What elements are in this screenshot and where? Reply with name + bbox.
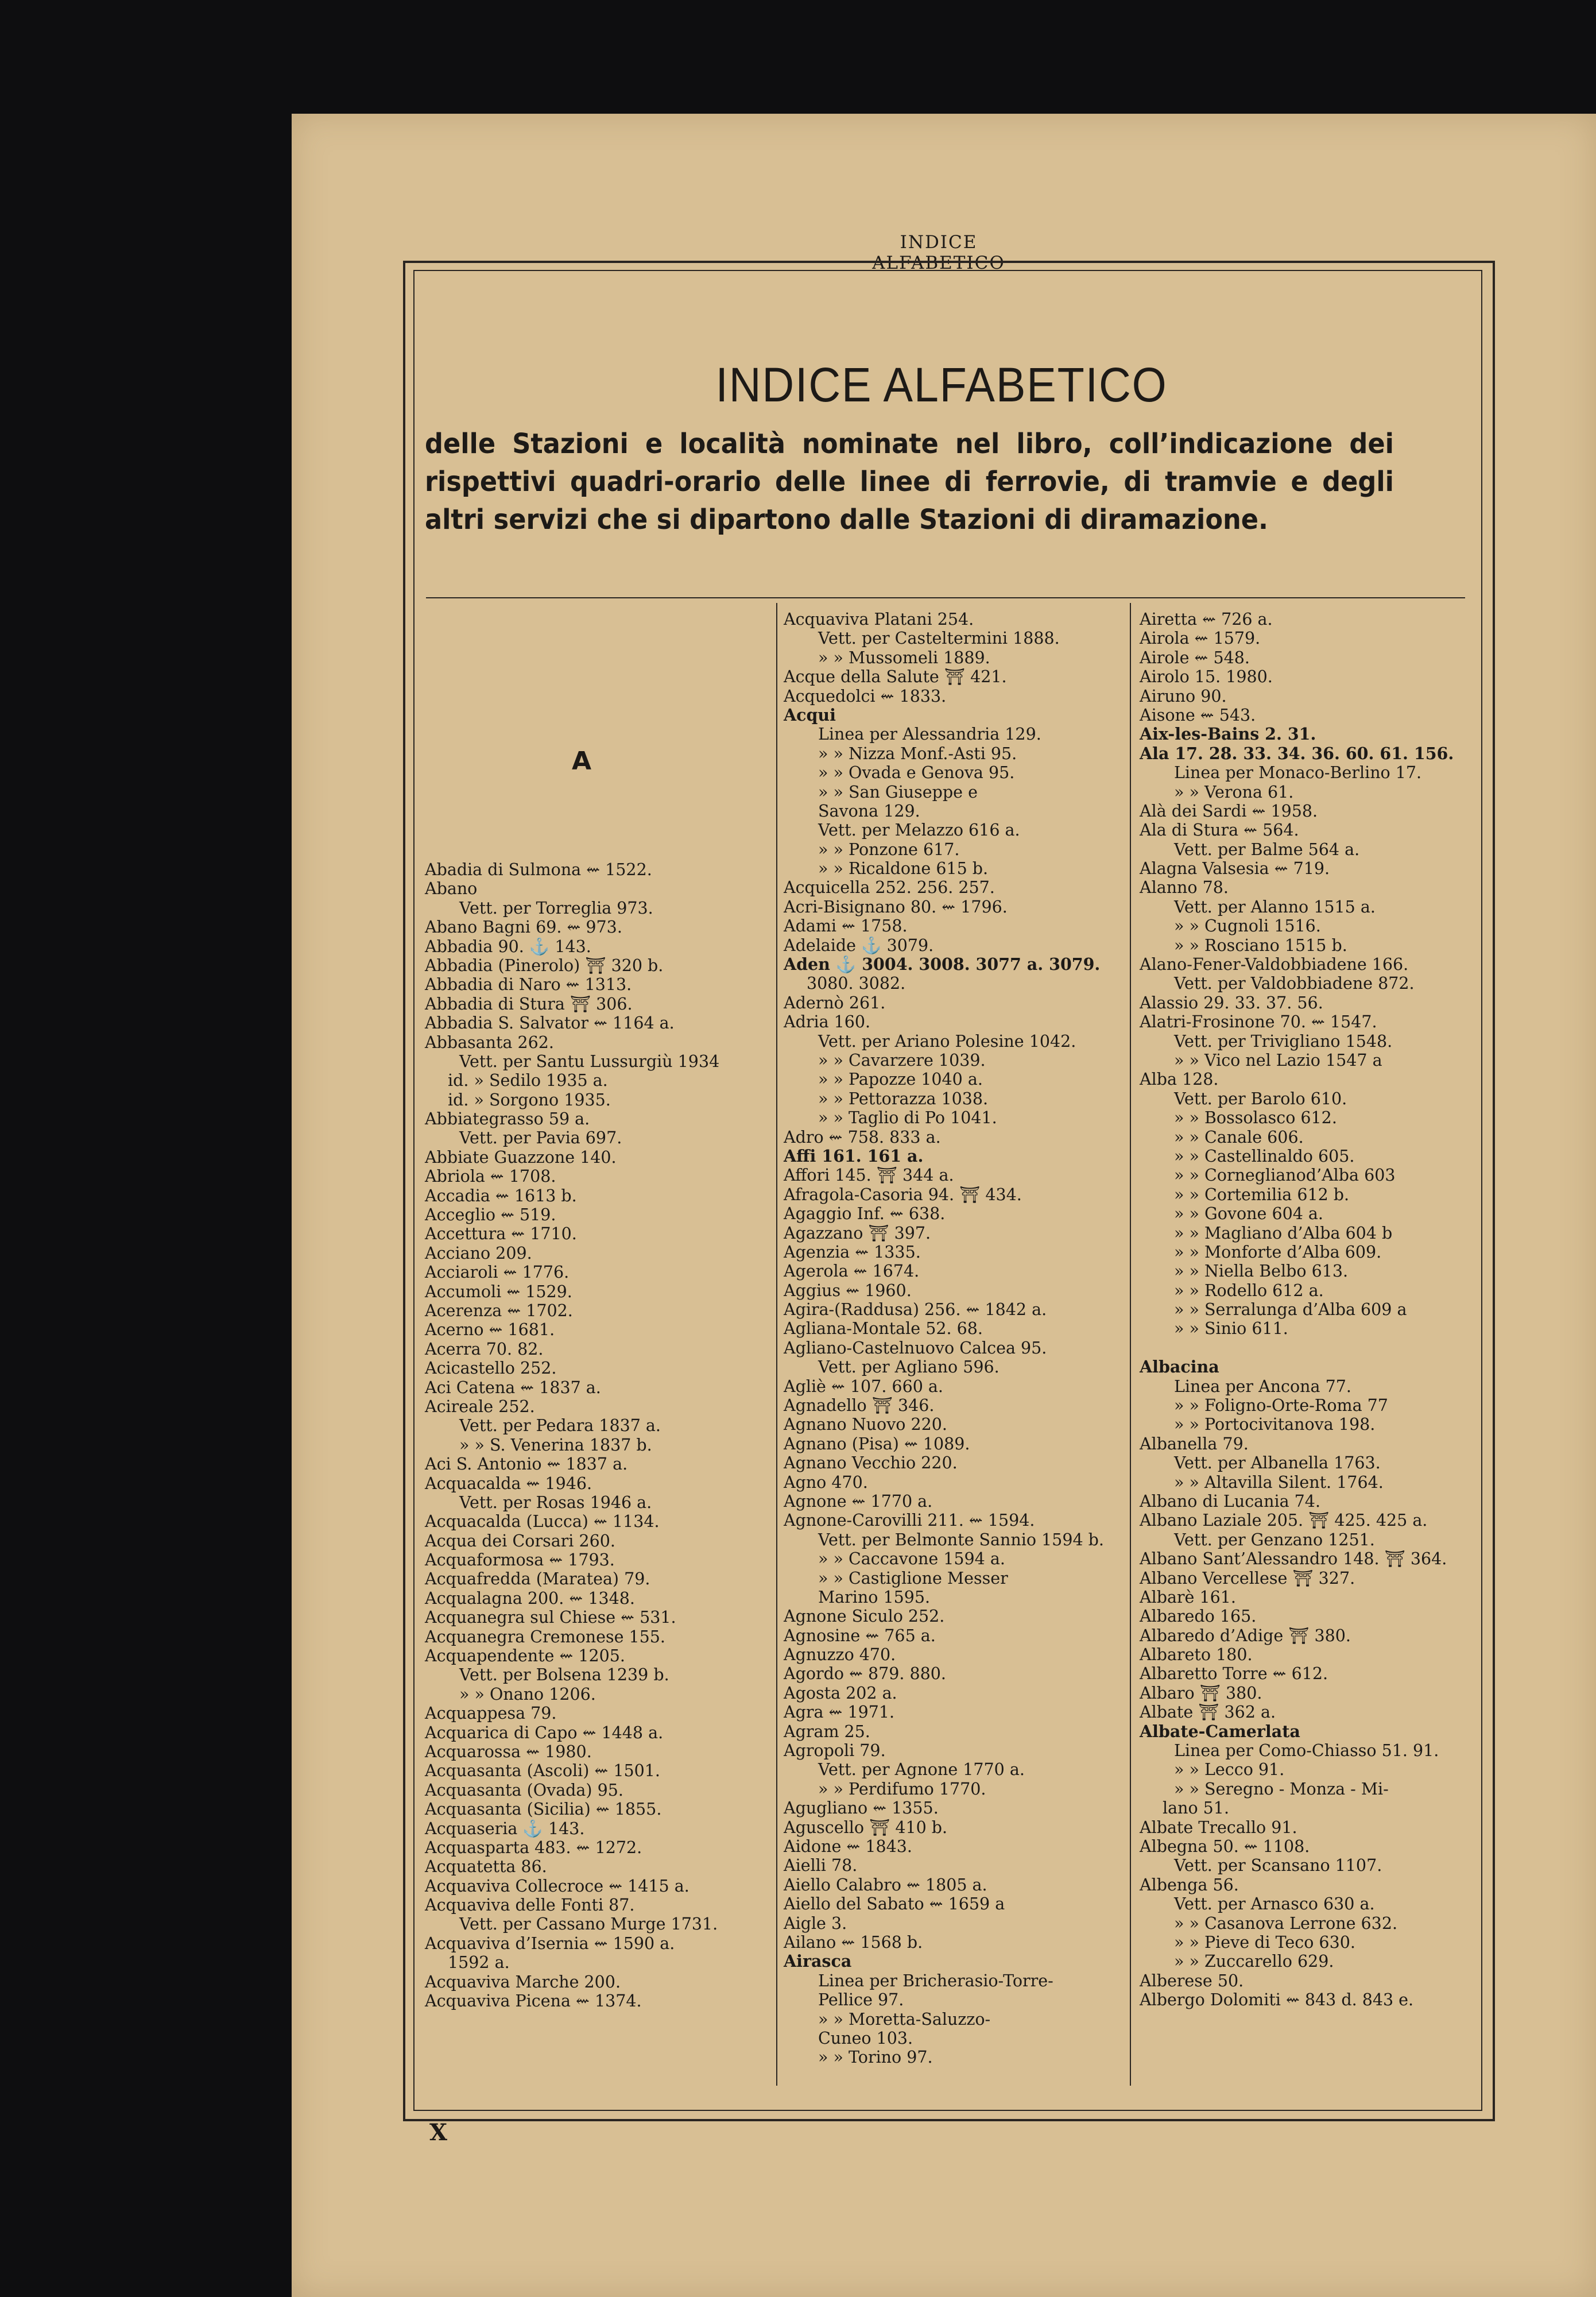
index-entry: Agnano Nuovo 220. (784, 1415, 947, 1434)
index-entry: Aielli 78. (784, 1856, 858, 1876)
index-entry: Aci Catena ⇜ 1837 a. (425, 1378, 601, 1397)
index-entry: » » Cugnoli 1516. (1174, 917, 1321, 936)
index-entry: » » Ovada e Genova 95. (818, 763, 1015, 783)
index-entry: Agnuzzo 470. (784, 1645, 896, 1665)
index-entry: Acquaseria ⚓ 143. (425, 1819, 585, 1838)
index-entry: Vett. per Melazzo 616 a. (818, 821, 1020, 840)
index-entry: Aidone ⇜ 1843. (784, 1837, 912, 1856)
index-entry: Acqui (784, 705, 836, 725)
index-entry: Agnano (Pisa) ⇜ 1089. (784, 1434, 970, 1453)
index-entry: Albano di Lucania 74. (1140, 1491, 1321, 1511)
index-entry: Abadia di Sulmona ⇜ 1522. (425, 860, 652, 879)
index-entry: Vett. per Rosas 1946 a. (459, 1492, 652, 1512)
index-entry: Acquasanta (Ovada) 95. (425, 1780, 623, 1800)
index-entry: » » Taglio di Po 1041. (818, 1108, 997, 1128)
index-entry: Ala 17. 28. 33. 34. 36. 60. 61. 156. (1140, 743, 1454, 763)
section-letter: A (572, 747, 592, 776)
index-entry: » » Castellinaldo 605. (1174, 1146, 1355, 1166)
index-entry: Albaredo d’Adige ⛩ 380. (1140, 1626, 1351, 1645)
index-entry: Albergo Dolomiti ⇜ 843 d. 843 e. (1140, 1990, 1414, 2010)
index-entry: Agazzano ⛩ 397. (784, 1223, 931, 1243)
index-entry: Agnosine ⇜ 765 a. (784, 1626, 936, 1645)
index-entry: Acquaformosa ⇜ 1793. (425, 1550, 615, 1570)
index-entry: » » Niella Belbo 613. (1174, 1262, 1349, 1281)
index-entry: Agropoli 79. (784, 1741, 886, 1761)
index-entry: Abbadia S. Salvator ⇜ 1164 a. (425, 1014, 675, 1033)
index-entry: » » S. Venerina 1837 b. (459, 1435, 652, 1455)
index-entry: Acquacalda ⇜ 1946. (425, 1474, 592, 1493)
index-entry: » » Zuccarello 629. (1174, 1952, 1334, 1971)
index-entry: Aguscello ⛩ 410 b. (784, 1818, 948, 1837)
index-entry: Agosta 202 a. (784, 1683, 897, 1703)
index-entry: Adernò 261. (784, 993, 886, 1012)
index-entry: Linea per Bricherasio-Torre- (818, 1971, 1053, 1990)
index-entry: Linea per Alessandria 129. (818, 725, 1041, 744)
index-entry: Aisone ⇜ 543. (1140, 705, 1256, 725)
page-title: INDICE ALFABETICO (715, 358, 1168, 412)
index-entry: Acquarica di Capo ⇜ 1448 a. (425, 1723, 664, 1742)
index-entry: Alba 128. (1140, 1070, 1219, 1089)
index-entry: Ala di Stura ⇜ 564. (1140, 821, 1299, 840)
index-entry: » » Rodello 612 a. (1174, 1281, 1324, 1300)
index-entry: Agliana-Montale 52. 68. (784, 1319, 983, 1339)
index-entry: Agnadello ⛩ 346. (784, 1396, 935, 1416)
index-entry: » » Lecco 91. (1174, 1760, 1285, 1780)
index-entry: Acicastello 252. (425, 1359, 557, 1378)
index-entry: Vett. per Barolo 610. (1174, 1089, 1347, 1108)
index-entry: Alà dei Sardi ⇜ 1958. (1140, 801, 1318, 821)
running-head: INDICE ALFABETICO (872, 232, 1005, 273)
index-entry: Acquatetta 86. (425, 1857, 547, 1877)
index-entry: Aci S. Antonio ⇜ 1837 a. (425, 1455, 628, 1474)
index-entry: Acquarossa ⇜ 1980. (425, 1742, 592, 1761)
index-entry: Agnano Vecchio 220. (784, 1453, 958, 1473)
index-entry: » » Magliano d’Alba 604 b (1174, 1223, 1393, 1243)
index-entry: » » Perdifumo 1770. (818, 1779, 986, 1799)
index-entry: id. » Sedilo 1935 a. (448, 1071, 608, 1091)
index-entry: Acquanegra Cremonese 155. (425, 1627, 665, 1646)
index-entry: Alano-Fener-Valdobbiadene 166. (1140, 955, 1409, 975)
index-entry: Savona 129. (818, 801, 920, 821)
index-entry: Albaretto Torre ⇜ 612. (1140, 1664, 1328, 1684)
index-entry: Acquaviva Marche 200. (425, 1972, 621, 1991)
index-entry: Vett. per Agnone 1770 a. (818, 1760, 1025, 1780)
index-entry: Vett. per Genzano 1251. (1174, 1530, 1375, 1549)
index-entry: » » Nizza Monf.-Asti 95. (818, 744, 1017, 763)
index-entry: Accadia ⇜ 1613 b. (425, 1186, 577, 1205)
index-entry: Acquicella 252. 256. 257. (784, 878, 995, 898)
index-entry: Vett. per Arnasco 630 a. (1174, 1894, 1375, 1914)
page-number: X (429, 2119, 448, 2146)
index-entry: Vett. per Casteltermini 1888. (818, 629, 1060, 648)
index-entry: Acceglio ⇜ 519. (425, 1205, 556, 1225)
index-entry: » » Pieve di Teco 630. (1174, 1932, 1355, 1952)
index-entry: Acciano 209. (425, 1243, 532, 1263)
index-entry: Acri-Bisignano 80. ⇜ 1796. (784, 897, 1008, 917)
index-entry: Agira-(Raddusa) 256. ⇜ 1842 a. (784, 1300, 1047, 1320)
index-entry: Affi 161. 161 a. (784, 1146, 924, 1166)
index-entry: Albacina (1140, 1357, 1219, 1377)
index-entry: Vett. per Agliano 596. (818, 1358, 1000, 1377)
index-entry: Acquasanta (Ascoli) ⇜ 1501. (425, 1761, 660, 1781)
index-entry: Marino 1595. (818, 1587, 931, 1607)
index-entry: Acqua dei Corsari 260. (425, 1531, 615, 1550)
index-entry: Agliano-Castelnuovo Calcea 95. (784, 1338, 1047, 1358)
index-entry: Ailano ⇜ 1568 b. (784, 1932, 923, 1952)
index-entry: Agra ⇜ 1971. (784, 1703, 895, 1722)
index-entry: » » Verona 61. (1174, 782, 1294, 802)
index-entry: » » Pettorazza 1038. (818, 1089, 989, 1108)
index-entry: Acquaviva Platani 254. (784, 610, 974, 629)
index-entry: Aiello del Sabato ⇜ 1659 a (784, 1894, 1005, 1914)
index-column-1 (425, 860, 766, 2010)
index-entry: Abbadia di Naro ⇜ 1313. (425, 975, 632, 995)
index-entry: Adria 160. (784, 1012, 871, 1032)
index-entry: Albegna 50. ⇜ 1108. (1140, 1837, 1310, 1856)
index-entry: » » Papozze 1040 a. (818, 1070, 983, 1089)
index-column-3 (1140, 610, 1481, 2010)
index-entry: Agram 25. (784, 1722, 870, 1741)
index-entry: Agordo ⇜ 879. 880. (784, 1664, 946, 1684)
index-entry: Acquanegra sul Chiese ⇜ 531. (425, 1608, 676, 1627)
column-separator (776, 603, 777, 2086)
index-entry: Abbiategrasso 59 a. (425, 1109, 590, 1129)
index-entry: Vett. per Torreglia 973. (459, 898, 653, 918)
index-entry: » » Altavilla Silent. 1764. (1174, 1472, 1384, 1492)
index-entry: Alberese 50. (1140, 1971, 1244, 1990)
index-entry: » » Castiglione Messer (818, 1568, 1008, 1588)
index-entry: Agugliano ⇜ 1355. (784, 1799, 939, 1818)
index-entry: Abano Bagni 69. ⇜ 973. (425, 918, 622, 937)
index-entry: » » Canale 606. (1174, 1127, 1304, 1147)
index-entry: Accettura ⇜ 1710. (425, 1224, 577, 1244)
index-entry: Albaro ⛩ 380. (1140, 1683, 1262, 1703)
index-entry: Acquaviva delle Fonti 87. (425, 1896, 635, 1915)
index-entry: » » Seregno - Monza - Mi- (1174, 1779, 1389, 1799)
index-entry: Abbiate Guazzone 140. (425, 1147, 617, 1167)
index-entry: Airetta ⇜ 726 a. (1140, 610, 1273, 629)
index-entry: » » Cortemilia 612 b. (1174, 1185, 1350, 1204)
index-entry: Vett. per Cassano Murge 1731. (459, 1915, 718, 1934)
index-entry: » » San Giuseppe e (818, 782, 978, 802)
index-entry: Albano Vercellese ⛩ 327. (1140, 1568, 1355, 1588)
index-entry: » » Foligno-Orte-Roma 77 (1174, 1396, 1388, 1416)
index-entry: Albenga 56. (1140, 1875, 1239, 1894)
index-entry: » » Rosciano 1515 b. (1174, 935, 1347, 955)
index-entry: Vett. per Bolsena 1239 b. (459, 1665, 669, 1685)
index-entry: » » Ponzone 617. (818, 840, 960, 859)
index-entry: Agnone Siculo 252. (784, 1607, 945, 1626)
index-entry: Agliè ⇜ 107. 660 a. (784, 1376, 943, 1396)
index-entry: » » Casanova Lerrone 632. (1174, 1913, 1398, 1933)
index-entry: Acerenza ⇜ 1702. (425, 1301, 573, 1320)
index-entry: » » Caccavone 1594 a. (818, 1549, 1005, 1569)
index-entry: Acerno ⇜ 1681. (425, 1320, 555, 1340)
index-entry: Alatri-Frosinone 70. ⇜ 1547. (1140, 1012, 1377, 1032)
index-entry: Vett. per Alanno 1515 a. (1174, 897, 1376, 917)
index-entry: 3080. 3082. (807, 974, 906, 993)
index-entry: Aggius ⇜ 1960. (784, 1281, 912, 1300)
index-entry: Albate Trecallo 91. (1140, 1818, 1297, 1837)
index-entry: » » Moretta-Saluzzo- (818, 2009, 991, 2029)
index-entry: Vett. per Trivigliano 1548. (1174, 1031, 1393, 1051)
index-entry: Agno 470. (784, 1472, 868, 1492)
index-entry: Acireale 252. (425, 1397, 535, 1416)
index-entry: Vett. per Belmonte Sannio 1594 b. (818, 1530, 1104, 1549)
index-column-2 (784, 610, 1128, 2067)
index-entry: Albano Laziale 205. ⛩ 425. 425 a. (1140, 1511, 1428, 1530)
index-entry: Acquappesa 79. (425, 1704, 557, 1723)
index-entry: Albareto 180. (1140, 1645, 1253, 1665)
index-entry: Pellice 97. (818, 1990, 904, 2010)
index-entry: Airolo 15. 1980. (1140, 667, 1273, 687)
index-entry: Abbadia (Pinerolo) ⛩ 320 b. (425, 956, 664, 975)
index-entry: Acquacalda (Lucca) ⇜ 1134. (425, 1512, 660, 1532)
index-entry: Adro ⇜ 758. 833 a. (784, 1127, 941, 1147)
column-separator (1130, 603, 1131, 2086)
index-entry: Abano (425, 879, 478, 899)
index-entry: Acciaroli ⇜ 1776. (425, 1263, 570, 1282)
index-entry: Agnone ⇜ 1770 a. (784, 1491, 933, 1511)
index-entry: Abbadia 90. ⚓ 143. (425, 937, 591, 956)
index-entry: Afragola-Casoria 94. ⛩ 434. (784, 1185, 1022, 1204)
index-entry: Acque della Salute ⛩ 421. (784, 667, 1007, 687)
index-entry: » » Cavarzere 1039. (818, 1050, 986, 1070)
index-entry: Abbasanta 262. (425, 1033, 554, 1052)
index-entry (1140, 1339, 1481, 1358)
index-entry: Albaredo 165. (1140, 1607, 1257, 1626)
index-entry: Accumoli ⇜ 1529. (425, 1282, 572, 1301)
index-entry: Alagna Valsesia ⇜ 719. (1140, 859, 1330, 879)
index-entry: Alassio 29. 33. 37. 56. (1140, 993, 1323, 1012)
index-entry: Acquaviva d’Isernia ⇜ 1590 a. (425, 1933, 675, 1953)
index-entry: Vett. per Scansano 1107. (1174, 1856, 1382, 1876)
index-entry: » » Govone 604 a. (1174, 1204, 1323, 1224)
index-entry: 1592 a. (448, 1953, 510, 1973)
index-entry: Linea per Monaco-Berlino 17. (1174, 763, 1422, 783)
index-entry: Aiello Calabro ⇜ 1805 a. (784, 1875, 987, 1894)
index-entry: lano 51. (1163, 1799, 1230, 1818)
index-entry: Albate ⛩ 362 a. (1140, 1703, 1276, 1722)
index-entry: Linea per Como-Chiasso 51. 91. (1174, 1741, 1439, 1761)
index-entry: Aigle 3. (784, 1913, 847, 1933)
index-entry: Agerola ⇜ 1674. (784, 1262, 920, 1281)
index-entry: Albano Sant’Alessandro 148. ⛩ 364. (1140, 1549, 1447, 1569)
index-entry: Albate-Camerlata (1140, 1721, 1300, 1741)
index-entry: Albanella 79. (1140, 1434, 1249, 1453)
index-entry: Aix-les-Bains 2. 31. (1140, 724, 1316, 744)
index-entry: » » Onano 1206. (459, 1684, 596, 1704)
index-entry: Linea per Ancona 77. (1174, 1376, 1351, 1396)
index-entry: Acqualagna 200. ⇜ 1348. (425, 1588, 635, 1608)
index-entry: » » Ricaldone 615 b. (818, 859, 989, 879)
index-entry: Airuno 90. (1140, 686, 1227, 706)
index-entry: Cuneo 103. (818, 2028, 913, 2048)
index-entry: » » Vico nel Lazio 1547 a (1174, 1050, 1382, 1070)
index-entry: Affori 145. ⛩ 344 a. (784, 1166, 954, 1185)
index-entry: Airola ⇜ 1579. (1140, 629, 1261, 648)
index-entry: Airasca (784, 1951, 852, 1971)
index-entry: Vett. per Albanella 1763. (1174, 1453, 1381, 1473)
header-rule (426, 597, 1465, 598)
index-entry: » » Sinio 611. (1174, 1319, 1288, 1339)
index-entry: id. » Sorgono 1935. (448, 1090, 611, 1109)
index-entry: Agaggio Inf. ⇜ 638. (784, 1204, 946, 1224)
index-entry: Abriola ⇜ 1708. (425, 1167, 556, 1186)
index-entry: Vett. per Valdobbiadene 872. (1174, 974, 1415, 993)
index-entry: Acquaviva Collecroce ⇜ 1415 a. (425, 1876, 689, 1896)
index-entry: Acerra 70. 82. (425, 1339, 544, 1359)
index-entry: » » Corneglianod’Alba 603 (1174, 1166, 1396, 1185)
index-entry: » » Mussomeli 1889. (818, 648, 990, 667)
index-entry: Albarè 161. (1140, 1587, 1236, 1607)
index-entry: Adami ⇜ 1758. (784, 917, 908, 936)
index-entry: Abbadia di Stura ⛩ 306. (425, 994, 633, 1014)
index-entry: Acquedolci ⇜ 1833. (784, 686, 947, 706)
index-entry: » » Portocivitanova 198. (1174, 1415, 1376, 1434)
index-entry: Adelaide ⚓ 3079. (784, 935, 934, 955)
index-entry: » » Torino 97. (818, 2048, 933, 2067)
index-entry: » » Bossolasco 612. (1174, 1108, 1337, 1128)
index-entry: Acquafredda (Maratea) 79. (425, 1569, 650, 1589)
index-entry: » » Monforte d’Alba 609. (1174, 1242, 1382, 1262)
index-entry: Vett. per Balme 564 a. (1174, 840, 1360, 859)
index-entry: Airole ⇜ 548. (1140, 648, 1250, 667)
index-entry: Acquasanta (Sicilia) ⇜ 1855. (425, 1800, 662, 1819)
index-entry: Vett. per Pavia 697. (459, 1128, 622, 1148)
index-entry: Acquasparta 483. ⇜ 1272. (425, 1838, 642, 1857)
index-entry: » » Serralunga d’Alba 609 a (1174, 1300, 1407, 1320)
index-entry: Vett. per Ariano Polesine 1042. (818, 1031, 1076, 1051)
index-entry: Agnone-Carovilli 211. ⇜ 1594. (784, 1511, 1035, 1530)
index-entry: Vett. per Santu Lussurgiù 1934 (459, 1051, 720, 1071)
index-entry: Agenzia ⇜ 1335. (784, 1242, 921, 1262)
index-entry: Acquaviva Picena ⇜ 1374. (425, 1991, 642, 2011)
page-subtitle: delle Stazioni e località nominate nel libro, coll’indicazione dei rispettivi quadri-orario delle linee di ferrovie, di tramvie e degli altri servizi che si dipartono dalle Stazioni di diramazione. (425, 428, 1394, 536)
index-entry: Aden ⚓ 3004. 3008. 3077 a. 3079. (784, 954, 1101, 975)
index-entry: Vett. per Pedara 1837 a. (459, 1416, 661, 1436)
index-entry: Alanno 78. (1140, 878, 1229, 898)
index-entry: Acquapendente ⇜ 1205. (425, 1646, 625, 1666)
